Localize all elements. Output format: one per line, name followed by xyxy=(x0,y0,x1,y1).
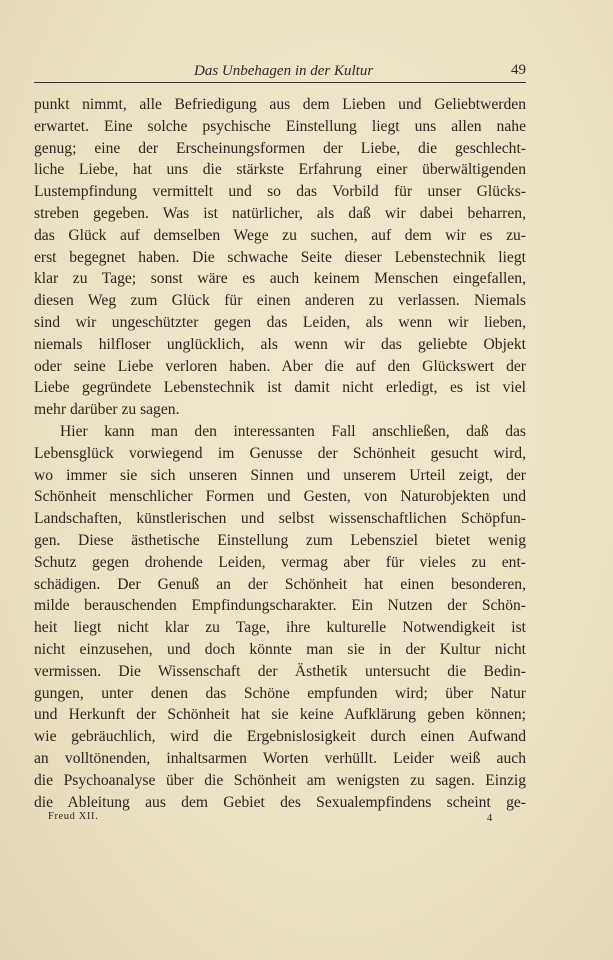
text-line: erst begegnet haben. Die schwache Seite dieser Lebenstechnik liegt xyxy=(34,248,526,266)
text-line: oder seine Liebe verloren haben. Aber die auf den Glückswert der xyxy=(34,357,526,375)
text-line: sind wir ungeschützter gegen das Leiden, als wenn wir lieben, xyxy=(34,313,526,331)
text-line: Liebe gegründete Lebenstechnik ist damit nicht erledigt, es ist viel xyxy=(34,379,526,397)
text-line: Lustempfindung vermittelt und so das Vorbild für unser Glücks- xyxy=(34,183,526,201)
text-line: erwartet. Eine solche psychische Einstellung liegt uns allen nahe xyxy=(34,117,526,135)
text-line: milde berauschenden Empfindungscharakter. Ein Nutzen der Schön- xyxy=(34,597,526,615)
text-line: mehr darüber zu sagen. xyxy=(34,401,180,419)
text-line: an volltönenden, inhaltsarmen Worten verhüllt. Leider weiß auch xyxy=(34,749,526,767)
paragraph xyxy=(34,421,526,813)
header-rule xyxy=(34,82,526,83)
text-line: liche Liebe, hat uns die stärkste Erfahrung einer überwältigenden xyxy=(34,161,526,179)
text-line: gen. Diese ästhetische Einstellung zum Lebensziel bietet wenig xyxy=(34,531,526,549)
text-line: niemals hilfloser unglücklich, als wenn wir das geliebte Objekt xyxy=(34,335,526,353)
text-line: Hier kann man den interessanten Fall anschließen, daß das xyxy=(60,422,526,440)
text-line: diesen Weg zum Glück für einen anderen zu verlassen. Niemals xyxy=(34,292,526,310)
text-line: gungen, unter denen das Schöne empfunden wird; über Natur xyxy=(34,684,526,702)
sheet-number: 4 xyxy=(487,813,493,824)
page-number: 49 xyxy=(511,62,526,78)
text-line: die Psychoanalyse über die Schönheit am wenigsten zu sagen. Einzig xyxy=(34,771,526,789)
text-line: genug; eine der Erscheinungsformen der Liebe, die geschlecht- xyxy=(34,139,526,157)
text-line: wie gebräuchlich, wird die Ergebnislosigkeit durch einen Aufwand xyxy=(34,728,526,746)
text-line: schädigen. Der Genuß an der Schönheit hat einen besonderen, xyxy=(34,575,526,593)
text-line: wo immer sie sich unseren Sinnen und unserem Urteil zeigt, der xyxy=(34,466,526,484)
printer-signature: Freud XII. xyxy=(48,811,99,822)
text-line: die Ableitung aus dem Gebiet des Sexualempfindens scheint ge- xyxy=(34,793,526,811)
text-line: und Herkunft der Schönheit hat sie keine Aufklärung geben können; xyxy=(34,706,526,724)
body-text xyxy=(34,94,526,813)
text-line: streben gegeben. Was ist natürlicher, als daß wir dabei beharren, xyxy=(34,204,526,222)
text-line: Landschaften, künstlerischen und selbst wissenschaftlichen Schöpfun- xyxy=(34,510,526,528)
paragraph xyxy=(34,94,526,421)
text-line: Schönheit menschlicher Formen und Gesten, von Naturobjekten und xyxy=(34,488,526,506)
text-line: heit liegt nicht klar zu Tage, ihre kulturelle Notwendigkeit ist xyxy=(34,619,526,637)
text-line: Lebensglück vorwiegend im Genusse der Schönheit gesucht wird, xyxy=(34,444,526,462)
text-line: nicht einzusehen, und doch könnte man sie in der Kultur nicht xyxy=(34,640,526,658)
text-line: das Glück auf demselben Wege zu suchen, auf dem wir es zu- xyxy=(34,226,526,244)
text-line: vermissen. Die Wissenschaft der Ästhetik untersucht die Bedin- xyxy=(34,662,526,680)
text-line: punkt nimmt, alle Befriedigung aus dem Lieben und Geliebtwerden xyxy=(34,96,526,113)
running-title: Das Unbehagen in der Kultur xyxy=(194,63,374,79)
running-header xyxy=(34,62,526,84)
text-line: klar zu Tage; sonst wäre es auch keinem Menschen eingefallen, xyxy=(34,270,526,288)
text-line: Schutz gegen drohende Leiden, vermag aber für vieles zu ent- xyxy=(34,553,526,571)
